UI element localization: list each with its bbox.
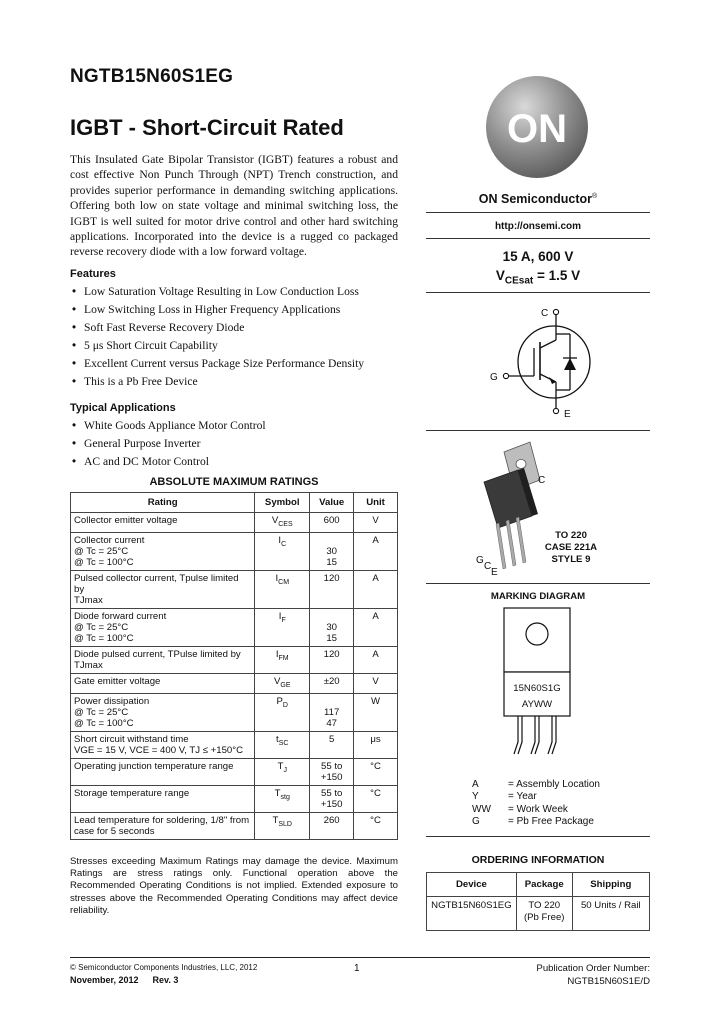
table-row — [71, 513, 398, 533]
symbol-cell: $T_{stg}$ — [255, 785, 310, 812]
rating-cell: Operating junction temperature range — [71, 758, 255, 785]
divider — [426, 238, 650, 239]
marking-heading: MARKING DIAGRAM — [490, 591, 586, 602]
absolute-max-ratings-table — [70, 492, 398, 840]
page-title: IGBT - Short-Circuit Rated — [70, 115, 344, 140]
table-row — [71, 570, 398, 608]
symbol-cell: $T_{SLD}$ — [255, 812, 310, 839]
unit-cell: A — [354, 532, 398, 570]
rating-cell: Lead temperature for soldering, 1/8" from case for 5 seconds — [71, 812, 255, 839]
applications-heading: Typical Applications — [70, 402, 176, 414]
unit-cell: °C — [354, 785, 398, 812]
collector-label: C — [541, 308, 549, 319]
publication-number: NGTB15N60S1E/D — [567, 976, 650, 987]
website-link[interactable]: http://onsemi.com — [494, 221, 582, 232]
marking-line-1: 15N60S1G — [513, 683, 561, 694]
table-row — [71, 608, 398, 646]
divider — [426, 583, 650, 584]
part-number: NGTB15N60S1EG — [70, 66, 234, 87]
column-header: Shipping — [572, 873, 649, 897]
vcesat-spec: $V_{CEsat} = 1.5$ V — [495, 268, 581, 287]
emitter-label: E — [564, 409, 571, 420]
table-row — [71, 758, 398, 785]
list-item: • General Purpose Inverter — [72, 435, 266, 453]
features-heading: Features — [70, 268, 116, 280]
legend-row: WW = Work Week — [472, 803, 568, 815]
value-cell: 120 — [310, 646, 354, 673]
value-cell: ±20 — [310, 673, 354, 693]
legend-row: G = Pb Free Package — [472, 816, 594, 828]
table-row — [71, 673, 398, 693]
tab-collector-label: C — [538, 475, 546, 486]
marking-line-2: AYWW — [521, 699, 553, 710]
unit-cell: A — [354, 608, 398, 646]
divider — [426, 836, 650, 837]
unit-cell: A — [354, 570, 398, 608]
rating-cell: Pulsed collector current, Tpulse limited by TJmax — [71, 570, 255, 608]
list-item: • Low Saturation Voltage Resulting in Low Conduction Loss — [72, 283, 364, 301]
list-item: • This is a Pb Free Device — [72, 373, 364, 391]
value-cell: 55 to +150 — [310, 785, 354, 812]
list-item: • Excellent Current versus Package Size Performance Density — [72, 355, 364, 373]
rating-cell: Collector emitter voltage — [71, 513, 255, 533]
value-cell: 260 — [310, 812, 354, 839]
table-header-row — [71, 493, 398, 513]
features-list — [72, 283, 364, 391]
shipping-cell: 50 Units / Rail — [572, 897, 649, 931]
column-header: Device — [427, 873, 517, 897]
table-row — [71, 693, 398, 731]
publication-label: Publication Order Number: — [536, 963, 650, 974]
symbol-cell: $I_{CM}$ — [255, 570, 310, 608]
pin-gate-label: G — [476, 555, 484, 566]
ratings-note: Stresses exceeding Maximum Ratings may damage the device. Maximum Ratings are stress ratings only. Functional operation above the Recommended Operating Conditions is not implied. Extended exposure to stresses above the Recommended Operating Conditions may affect device reliability. — [70, 856, 398, 916]
value-cell: 30 15 — [310, 532, 354, 570]
list-item: • 5 μs Short Circuit Capability — [72, 337, 364, 355]
table-row — [71, 646, 398, 673]
symbol-cell: $I_F$ — [255, 608, 310, 646]
legend-row: A = Assembly Location — [472, 779, 600, 790]
value-cell: 117 47 — [310, 693, 354, 731]
intro-paragraph: This Insulated Gate Bipolar Transistor (IGBT) features a robust and cost effective Non Punch Through (NPT) Trench construction, and provides superior performance in demanding switching applications. Offering both low on state voltage and minimal switching loss, the IGBT is well suited for motor drive control and other hard switching applications. Incorporated into the device is a rugged co packaged reverse recovery diode with a low forward voltage. — [70, 153, 398, 259]
value-cell: 120 — [310, 570, 354, 608]
list-item: • White Goods Appliance Motor Control — [72, 417, 266, 435]
list-item: • Low Switching Loss in Higher Frequency Applications — [72, 301, 364, 319]
column-header: Unit — [354, 493, 398, 513]
table-row — [71, 731, 398, 758]
symbol-cell: $P_D$ — [255, 693, 310, 731]
pin-collector-label: C — [484, 561, 492, 572]
unit-cell: V — [354, 513, 398, 533]
value-cell: 5 — [310, 731, 354, 758]
column-header: Symbol — [255, 493, 310, 513]
igbt-symbol-icon — [480, 302, 620, 422]
unit-cell: °C — [354, 812, 398, 839]
rating-cell: Storage temperature range — [71, 785, 255, 812]
list-item: • AC and DC Motor Control — [72, 453, 266, 471]
gate-label: G — [490, 372, 498, 383]
column-header: Package — [516, 873, 572, 897]
ratings-heading: ABSOLUTE MAXIMUM RATINGS — [149, 476, 319, 488]
divider — [426, 292, 650, 293]
symbol-cell: $t_{SC}$ — [255, 731, 310, 758]
unit-cell: A — [354, 646, 398, 673]
unit-cell: V — [354, 673, 398, 693]
rating-cell: Short circuit withstand time VGE = 15 V, VCE = 400 V, TJ ≤ +150°C — [71, 731, 255, 758]
footer-date-rev: November, 2012 Rev. 3 — [70, 975, 179, 985]
package-cell: TO 220 (Pb Free) — [516, 897, 572, 931]
unit-cell: μs — [354, 731, 398, 758]
table-row — [427, 897, 650, 931]
footer-divider — [70, 957, 650, 958]
symbol-cell: $V_{GE}$ — [255, 673, 310, 693]
column-header: Rating — [71, 493, 255, 513]
rating-cell: Diode forward current @ Tc = 25°C @ Tc = 100°C — [71, 608, 255, 646]
marking-legend — [472, 779, 600, 829]
value-cell: 55 to +150 — [310, 758, 354, 785]
company-name: ON Semiconductor® — [478, 192, 598, 206]
unit-cell: °C — [354, 758, 398, 785]
rating-cell: Power dissipation @ Tc = 25°C @ Tc = 100°C — [71, 693, 255, 731]
package-info: TO 220 CASE 221A STYLE 9 — [544, 530, 598, 565]
pin-emitter-label: E — [491, 567, 498, 578]
rating-cell: Diode pulsed current, TPulse limited by TJmax — [71, 646, 255, 673]
column-header: Value — [310, 493, 354, 513]
divider — [426, 430, 650, 431]
copyright: © Semiconductor Components Industries, LLC, 2012 — [70, 963, 258, 972]
symbol-cell: $I_{FM}$ — [255, 646, 310, 673]
symbol-cell: $T_J$ — [255, 758, 310, 785]
symbol-cell: $I_C$ — [255, 532, 310, 570]
unit-cell: W — [354, 693, 398, 731]
device-cell: NGTB15N60S1EG — [427, 897, 517, 931]
legend-row: Y = Year — [472, 791, 537, 803]
value-cell: 30 15 — [310, 608, 354, 646]
symbol-cell: $V_{CES}$ — [255, 513, 310, 533]
table-row — [71, 532, 398, 570]
rating-summary: 15 A, 600 V — [502, 249, 574, 264]
rating-cell: Collector current @ Tc = 25°C @ Tc = 100°C — [71, 532, 255, 570]
on-logo — [484, 74, 590, 180]
divider — [426, 212, 650, 213]
table-header-row — [427, 873, 650, 897]
applications-list — [72, 417, 266, 471]
rating-cell: Gate emitter voltage — [71, 673, 255, 693]
logo-text: ON — [507, 107, 567, 151]
table-row — [71, 785, 398, 812]
value-cell: 600 — [310, 513, 354, 533]
table-row — [71, 812, 398, 839]
ordering-table — [426, 872, 650, 931]
page-number: 1 — [354, 963, 360, 974]
ordering-heading: ORDERING INFORMATION — [471, 854, 605, 866]
list-item: • Soft Fast Reverse Recovery Diode — [72, 319, 364, 337]
